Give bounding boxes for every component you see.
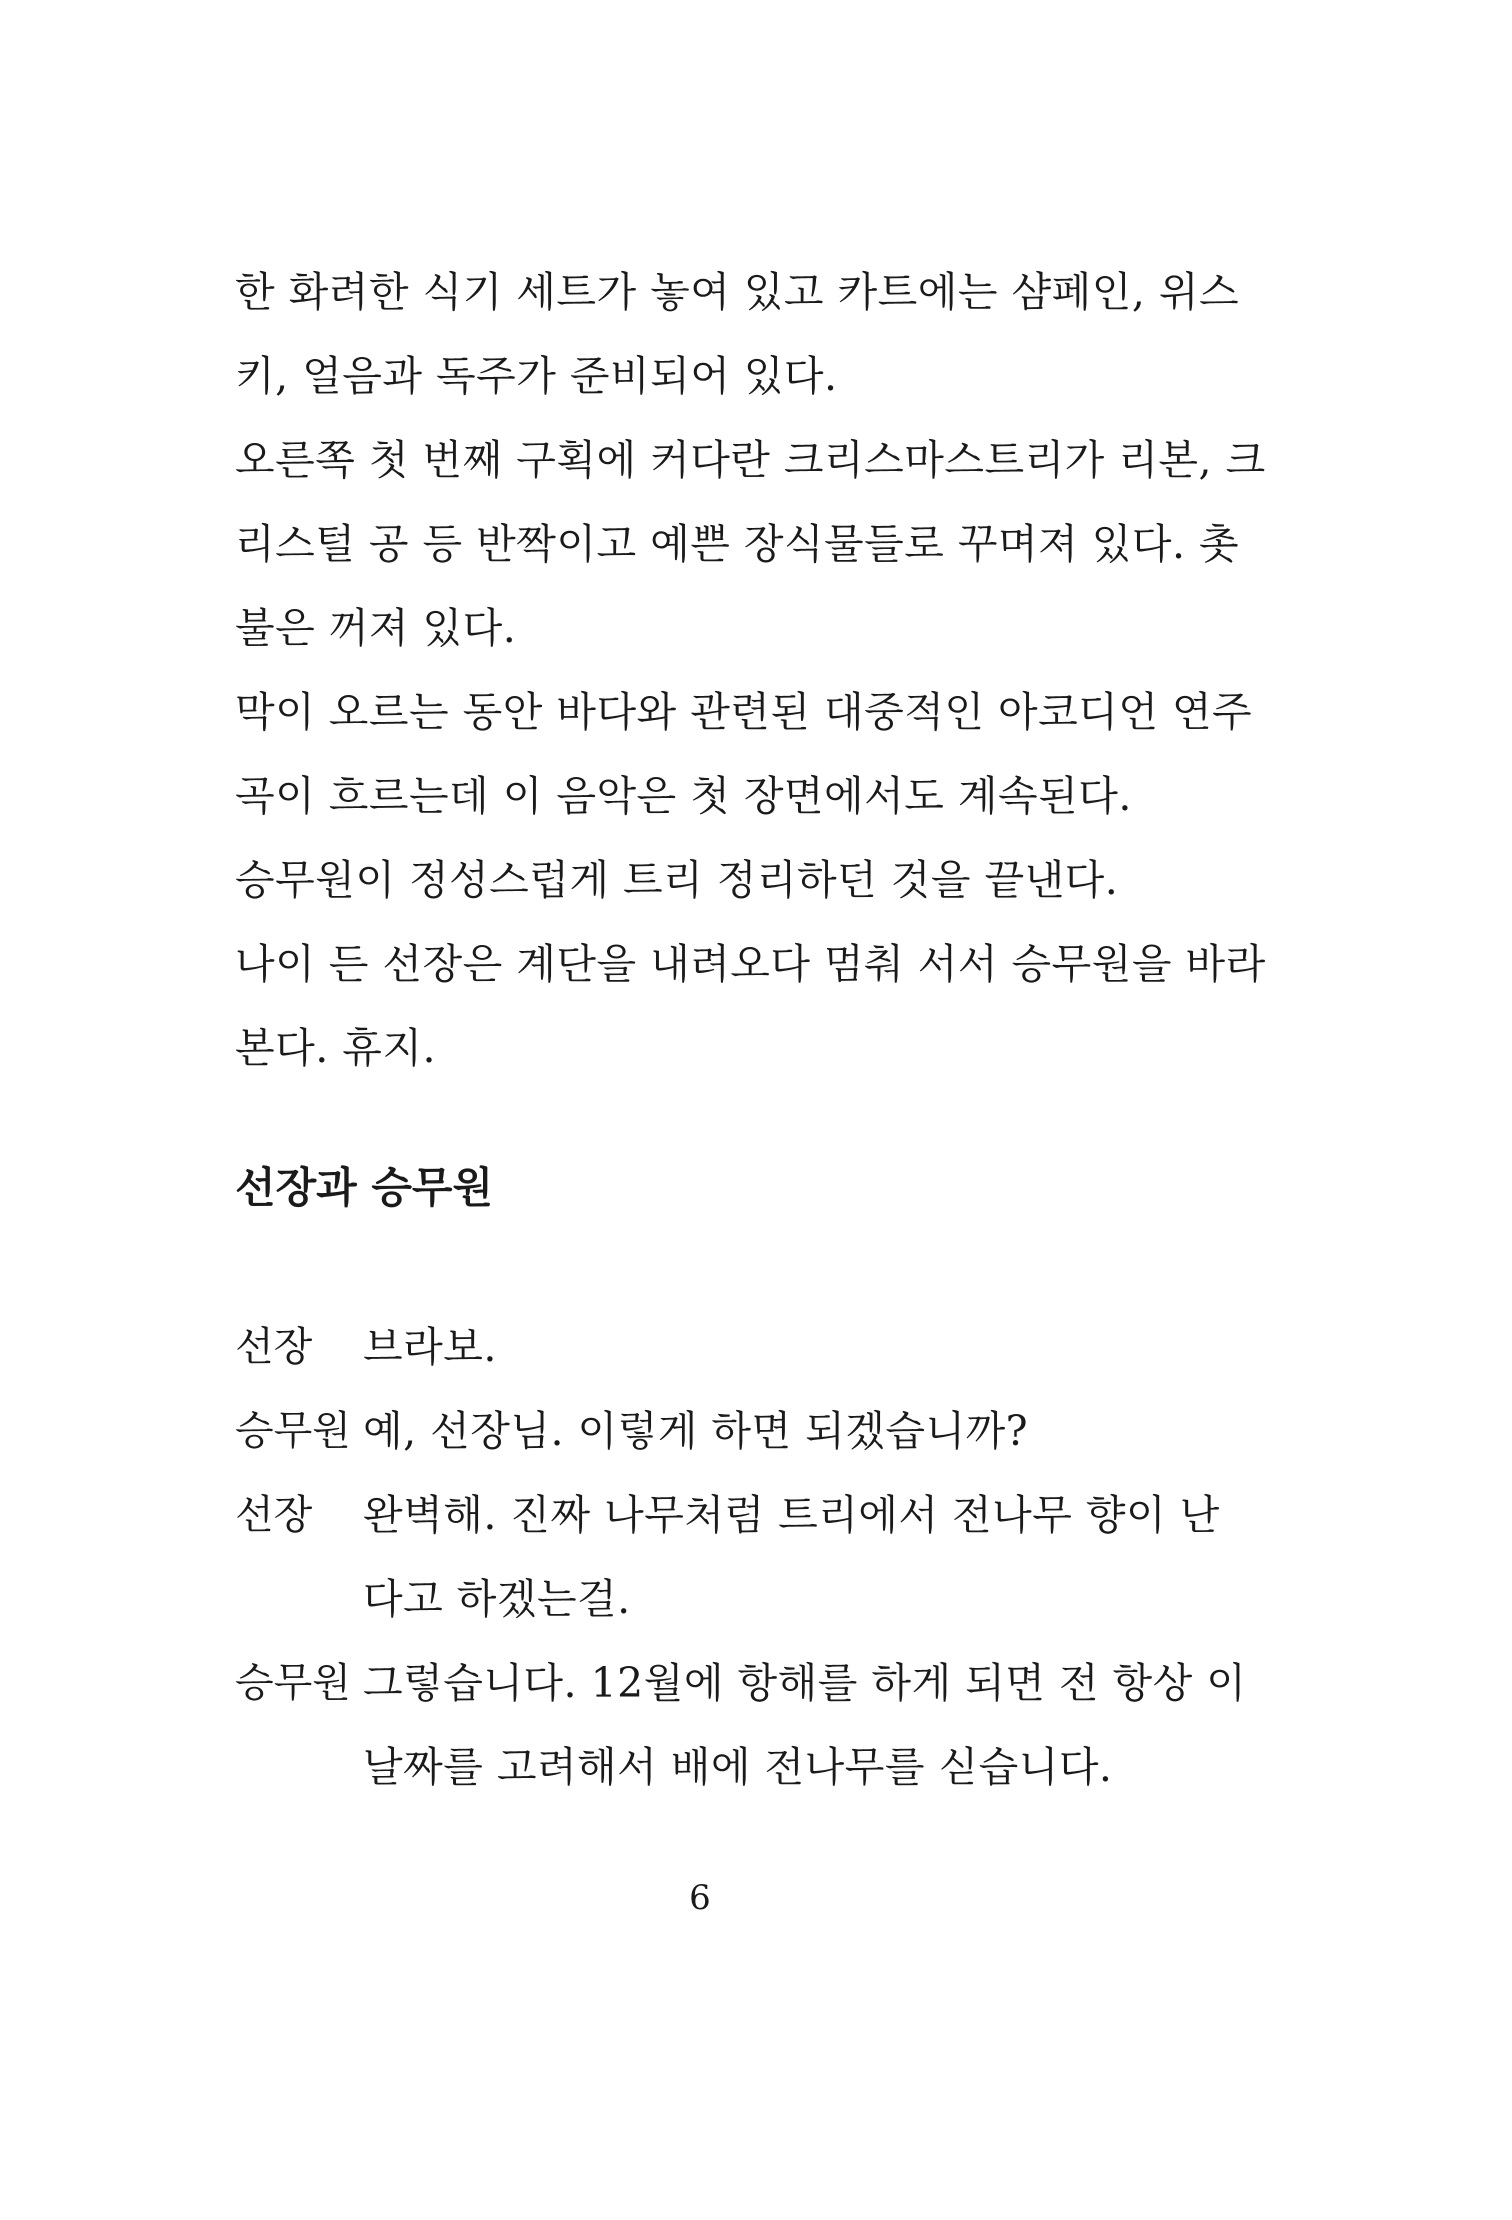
dialogue-row	[235, 1473, 1295, 1641]
body-line: 키, 얼음과 독주가 준비되어 있다.	[235, 352, 838, 400]
dialogue-lines	[363, 1473, 1295, 1641]
page-number: 6	[689, 1878, 711, 1918]
body-line: 승무원이 정성스럽게 트리 정리하던 것을 끝낸다.	[235, 856, 1119, 904]
dialogue-lines	[363, 1641, 1295, 1809]
body-line: 리스털 공 등 반짝이고 예쁜 장식물들로 꾸며져 있다. 촛	[235, 520, 1240, 568]
body-line: 나이 든 선장은 계단을 내려오다 멈춰 서서 승무원을 바라	[235, 940, 1266, 988]
body-line: 한 화려한 식기 세트가 놓여 있고 카트에는 샴페인, 위스	[235, 268, 1240, 316]
dialogue-line: 예, 선장님. 이렇게 하면 되겠습니까?	[363, 1407, 1029, 1455]
body-line: 곡이 흐르는데 이 음악은 첫 장면에서도 계속된다.	[235, 772, 1132, 820]
dialogue-row	[235, 1641, 1295, 1809]
body-line: 불은 꺼져 있다.	[235, 604, 517, 652]
dialogue-lines	[363, 1305, 1295, 1389]
dialogue-lines	[363, 1389, 1295, 1473]
body-line: 오른쪽 첫 번째 구획에 커다란 크리스마스트리가 리본, 크	[235, 436, 1266, 484]
dialogue-line: 완벽해. 진짜 나무처럼 트리에서 전나무 향이 난	[363, 1491, 1220, 1539]
speaker-name: 승무원	[235, 1660, 351, 1706]
body-line: 본다. 휴지.	[235, 1024, 437, 1072]
dialogue-line: 그렇습니다. 12월에 항해를 하게 되면 전 항상 이	[363, 1659, 1247, 1707]
dialogue-line: 브라보.	[363, 1323, 497, 1371]
dialogue-line: 다고 하겠는걸.	[363, 1575, 631, 1623]
section-title: 선장과 승무원	[235, 1163, 494, 1212]
speaker-name: 승무원	[235, 1408, 351, 1454]
speaker-name: 선장	[235, 1324, 313, 1370]
dialogue-row	[235, 1389, 1295, 1473]
stage-directions	[235, 250, 1295, 1090]
dialogue	[235, 1305, 1295, 1809]
dialogue-row	[235, 1305, 1295, 1389]
speaker-name: 선장	[235, 1492, 313, 1538]
dialogue-line: 날짜를 고려해서 배에 전나무를 싣습니다.	[363, 1743, 1113, 1791]
body-line: 막이 오르는 동안 바다와 관련된 대중적인 아코디언 연주	[235, 688, 1253, 736]
